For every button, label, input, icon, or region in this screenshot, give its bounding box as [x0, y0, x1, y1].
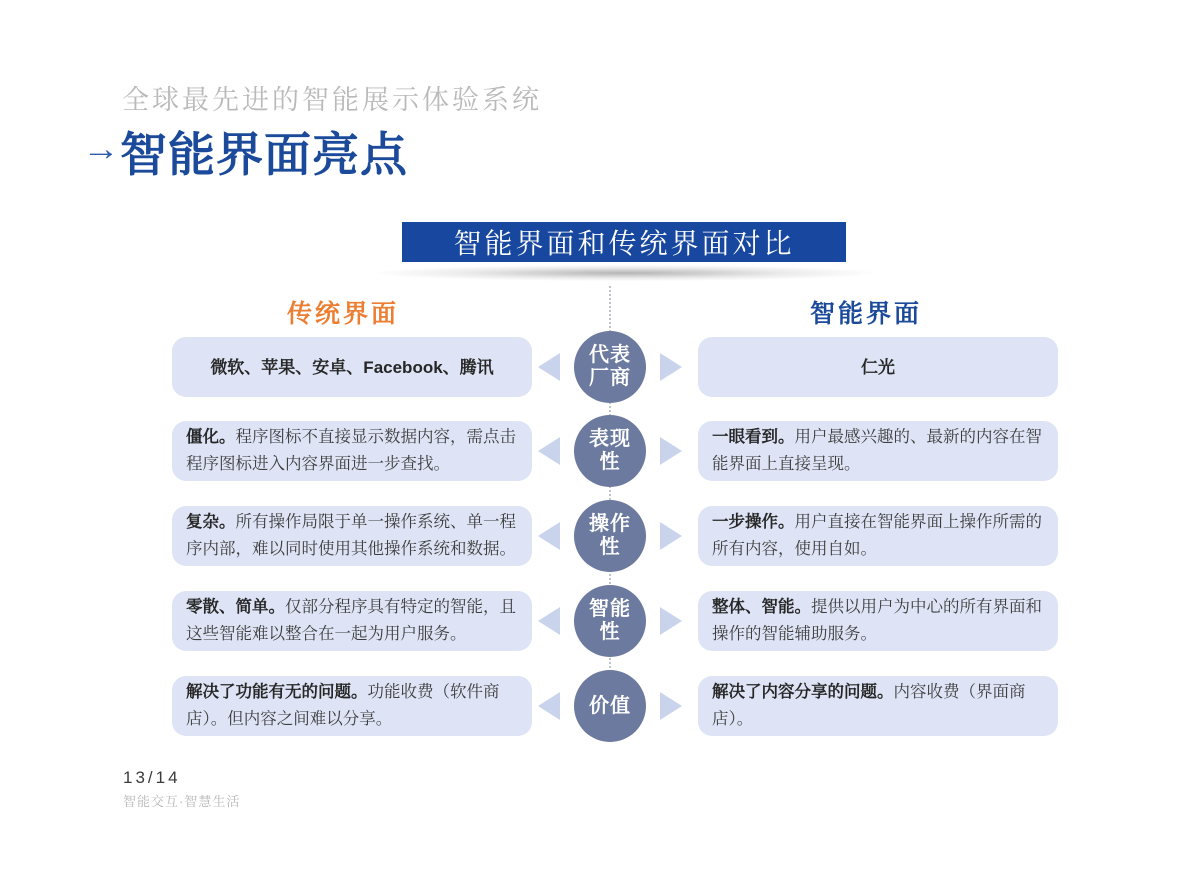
box-lead-text: 解决了功能有无的问题。	[186, 683, 368, 701]
dimension-circle	[574, 670, 646, 742]
traditional-box	[172, 421, 532, 481]
comparison-row	[0, 337, 1200, 397]
box-rest-text: 内容收费（界面商店）。	[712, 683, 1026, 728]
arrow-right-icon	[660, 437, 682, 465]
arrow-right-icon	[660, 692, 682, 720]
dimension-line1: 代表	[589, 344, 631, 366]
box-lead-text: 零散、简单。	[186, 598, 285, 616]
comparison-row	[0, 591, 1200, 651]
arrow-left-icon	[538, 353, 560, 381]
comparison-row	[0, 421, 1200, 481]
page-title: 智能界面亮点	[120, 128, 408, 181]
smart-box	[698, 421, 1058, 481]
box-rest-text: 用户最感兴趣的、最新的内容在智能界面上直接呈现。	[712, 428, 1042, 473]
smart-box	[698, 506, 1058, 566]
dimension-line2: 厂商	[589, 367, 631, 389]
box-rest-text: 用户直接在智能界面上操作所需的所有内容，使用自如。	[712, 513, 1042, 558]
footer-tagline: 智能交互·智慧生活	[123, 794, 241, 809]
arrow-right-icon	[660, 607, 682, 635]
title-arrow-icon: →	[82, 130, 120, 168]
comparison-banner: 智能界面和传统界面对比	[402, 222, 846, 262]
box-lead-text: 一步操作。	[712, 513, 795, 531]
comparison-row	[0, 506, 1200, 566]
box-lead-text: 解决了内容分享的问题。	[712, 683, 894, 701]
dimension-line1: 智能	[589, 598, 631, 620]
dimension-line1: 价值	[589, 694, 631, 717]
box-lead-text: 僵化。	[186, 428, 236, 446]
box-rest-text: 功能收费（软件商店）。但内容之间难以分享。	[186, 683, 500, 728]
box-lead-text: 一眼看到。	[712, 428, 795, 446]
smart-box	[698, 591, 1058, 651]
dimension-line2: 性	[599, 451, 621, 473]
slide-subtitle: 全球最先进的智能展示体验系统	[122, 85, 542, 115]
column-header-smart: 智能界面	[810, 300, 923, 328]
dimension-line1: 操作	[589, 513, 631, 535]
column-header-traditional: 传统界面	[287, 300, 400, 328]
arrow-left-icon	[538, 692, 560, 720]
box-rest-text: 仅部分程序具有特定的智能，且这些智能难以整合在一起为用户服务。	[186, 598, 516, 643]
dimension-line2: 性	[599, 621, 621, 643]
box-lead-text: 复杂。	[186, 513, 236, 531]
box-rest-text: 程序图标不直接显示数据内容，需点击程序图标进入内容界面进一步查找。	[186, 428, 516, 473]
box-lead-text: 整体、智能。	[712, 598, 811, 616]
dimension-line2: 性	[599, 536, 621, 558]
traditional-box	[172, 676, 532, 736]
comparison-row	[0, 676, 1200, 736]
smart-box	[698, 676, 1058, 736]
banner-shadow	[375, 265, 875, 281]
dimension-circle	[574, 585, 646, 657]
arrow-left-icon	[538, 607, 560, 635]
box-lead-text: 微软、苹果、安卓、Facebook、腾讯	[210, 357, 494, 377]
arrow-left-icon	[538, 522, 560, 550]
arrow-right-icon	[660, 353, 682, 381]
smart-box	[698, 337, 1058, 397]
traditional-box	[172, 337, 532, 397]
dimension-circle	[574, 500, 646, 572]
traditional-box	[172, 591, 532, 651]
dimension-circle	[574, 331, 646, 403]
box-rest-text: 提供以用户为中心的所有界面和操作的智能辅助服务。	[712, 598, 1042, 643]
traditional-box	[172, 506, 532, 566]
dimension-circle	[574, 415, 646, 487]
page-number: 13/14	[123, 768, 181, 787]
dimension-line1: 表现	[589, 428, 631, 450]
arrow-right-icon	[660, 522, 682, 550]
box-lead-text: 仁光	[861, 357, 895, 377]
box-rest-text: 所有操作局限于单一操作系统、单一程序内部，难以同时使用其他操作系统和数据。	[186, 513, 516, 558]
arrow-left-icon	[538, 437, 560, 465]
